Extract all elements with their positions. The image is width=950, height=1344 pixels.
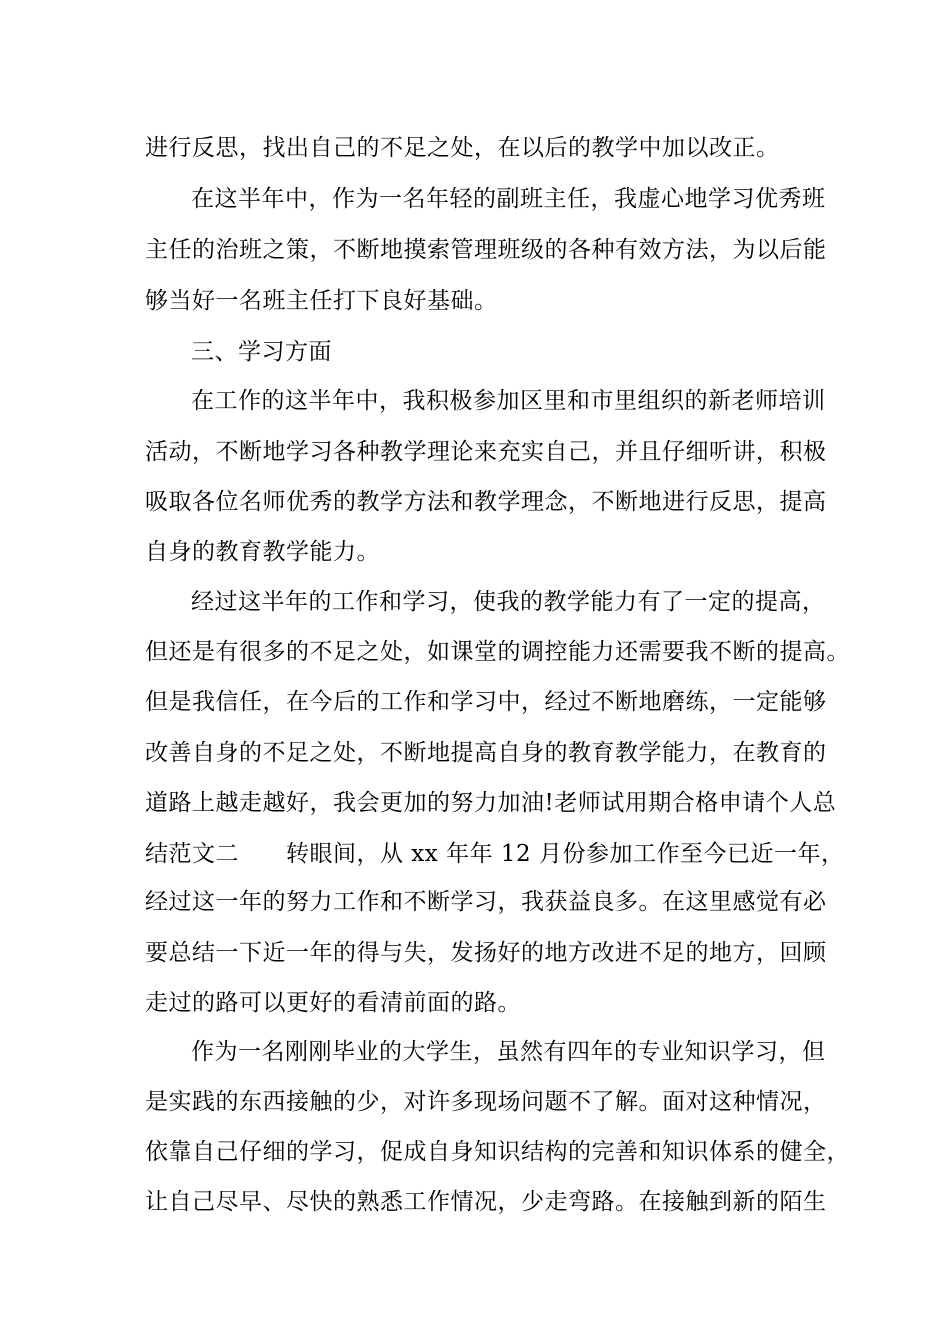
paragraph-first-line: 在这半年中，作为一名年轻的副班主任，我虚心地学习优秀班 bbox=[191, 186, 826, 212]
text-line: 自身的教育教学能力。 bbox=[145, 539, 380, 565]
text-line: 改善自身的不足之处，不断地提高自身的教育教学能力，在教育的 bbox=[145, 740, 827, 766]
text-line: 但是我信任，在今后的工作和学习中，经过不断地磨练，一定能够 bbox=[145, 689, 827, 715]
text-line: 经过这一年的努力工作和不断学习，我获益良多。在这里感觉有必 bbox=[145, 889, 827, 915]
paragraph-first-line: 在工作的这半年中，我积极参加区里和市里组织的新老师培训 bbox=[191, 388, 826, 414]
text-line: 让自己尽早、尽快的熟悉工作情况，少走弯路。在接触到新的陌生 bbox=[145, 1189, 827, 1215]
text-line: 进行反思，找出自己的不足之处，在以后的教学中加以改正。 bbox=[145, 135, 780, 161]
text-line: 要总结一下近一年的得与失，发扬好的地方改进不足的地方，回顾 bbox=[145, 940, 827, 966]
section-heading: 三、学习方面 bbox=[191, 339, 332, 365]
text-line: 是实践的东西接触的少，对许多现场问题不了解。面对这种情况， bbox=[145, 1089, 827, 1115]
text-line: 结范文二 转眼间，从 xx 年年 12 月份参加工作至今已近一年， bbox=[145, 841, 845, 867]
text-line: 吸取各位名师优秀的教学方法和教学理念，不断地进行反思，提高 bbox=[145, 489, 827, 515]
paragraph-first-line: 作为一名刚刚毕业的大学生，虽然有四年的专业知识学习，但 bbox=[191, 1039, 826, 1065]
text-line: 主任的治班之策，不断地摸索管理班级的各种有效方法，为以后能 bbox=[145, 237, 827, 263]
text-line: 活动，不断地学习各种教学理论来充实自己，并且仔细听讲，积极 bbox=[145, 439, 827, 465]
text-line: 走过的路可以更好的看清前面的路。 bbox=[145, 990, 521, 1016]
text-line: 依靠自己仔细的学习，促成自身知识结构的完善和知识体系的健全， bbox=[145, 1139, 850, 1165]
text-line: 道路上越走越好，我会更加的努力加油!老师试用期合格申请个人总 bbox=[145, 790, 837, 816]
text-line: 够当好一名班主任打下良好基础。 bbox=[145, 288, 498, 314]
paragraph-first-line: 经过这半年的工作和学习，使我的教学能力有了一定的提高， bbox=[191, 589, 826, 615]
text-line: 但还是有很多的不足之处，如课堂的调控能力还需要我不断的提高。 bbox=[145, 639, 850, 665]
